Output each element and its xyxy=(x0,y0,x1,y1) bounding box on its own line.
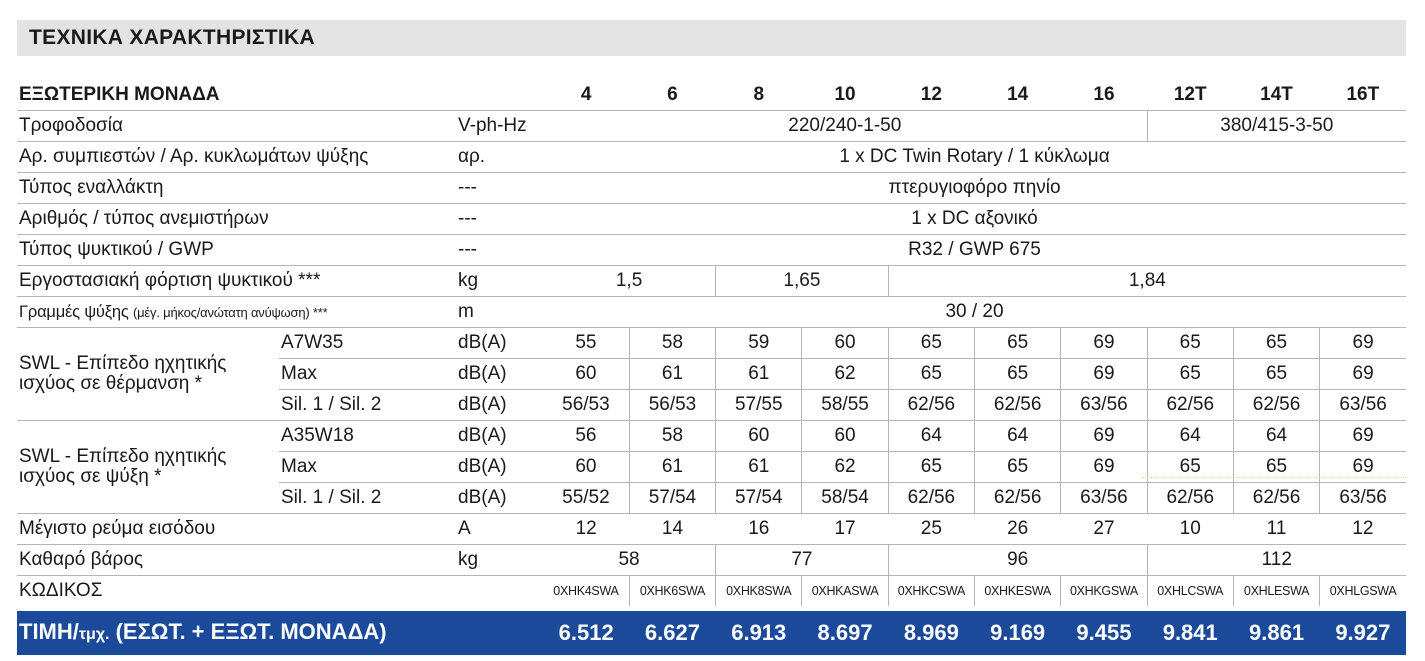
price-label xyxy=(17,609,543,656)
model-header: 12 xyxy=(888,80,974,111)
swl-value: 65 xyxy=(975,452,1061,483)
swl-value: 69 xyxy=(1061,452,1147,483)
row-refrigerant xyxy=(17,235,1406,266)
product-code: 0XHKESWA xyxy=(975,576,1061,609)
swl-value: 58/55 xyxy=(802,390,888,421)
row-value: 1 x DC αξονικό xyxy=(543,204,1406,235)
lines-label-detail: (μέγ. μήκος/ανώτατη ανύψωση) *** xyxy=(133,304,328,320)
product-code: 0XHKCSWA xyxy=(888,576,974,609)
model-header: 6 xyxy=(629,80,715,111)
row-value: R32 / GWP 675 xyxy=(543,235,1406,266)
swl-value: 62/56 xyxy=(1147,483,1233,514)
weight-value: 112 xyxy=(1147,545,1406,576)
swl-value: 62/56 xyxy=(975,483,1061,514)
swl-value: 62/56 xyxy=(888,390,974,421)
swl-value: 65 xyxy=(1233,328,1319,359)
swl-value: 65 xyxy=(888,452,974,483)
price-value: 6.512 xyxy=(543,609,629,656)
swl-value: 64 xyxy=(1147,421,1233,452)
swl-value: 55/52 xyxy=(543,483,629,514)
product-code: 0XHLGSWA xyxy=(1320,576,1406,609)
swl-value: 63/56 xyxy=(1320,483,1406,514)
price-value: 8.969 xyxy=(888,609,974,656)
charge-value: 1,65 xyxy=(716,266,889,297)
row-label: Αριθμός / τύπος ανεμιστήρων xyxy=(17,204,457,235)
swl-value: 57/54 xyxy=(629,483,715,514)
weight-value: 96 xyxy=(888,545,1147,576)
row-unit: dB(A) xyxy=(457,359,543,390)
model-header: 4 xyxy=(543,80,629,111)
swl-value: 60 xyxy=(543,359,629,390)
row-power-supply xyxy=(17,111,1406,142)
swl-value: 63/56 xyxy=(1061,483,1147,514)
section-title-bar xyxy=(17,20,1406,56)
row-unit: αρ. xyxy=(457,142,543,173)
swl-value: 65 xyxy=(975,328,1061,359)
current-value: 27 xyxy=(1061,514,1147,545)
swl-value: 65 xyxy=(1147,359,1233,390)
price-label-unit: τμχ. xyxy=(78,625,110,643)
price-value: 8.697 xyxy=(802,609,888,656)
weight-value: 58 xyxy=(543,545,716,576)
row-label xyxy=(17,297,457,328)
swl-value: 56/53 xyxy=(543,390,629,421)
swl-value: 61 xyxy=(716,452,802,483)
swl-value: 65 xyxy=(975,359,1061,390)
row-compressors xyxy=(17,142,1406,173)
current-value: 17 xyxy=(802,514,888,545)
swl-heating-label: SWL - Επίπεδο ηχητικής ισχύος σε θέρμανση * xyxy=(17,328,279,421)
price-value: 9.455 xyxy=(1061,609,1147,656)
row-unit: dB(A) xyxy=(457,390,543,421)
swl-value: 65 xyxy=(888,359,974,390)
row-unit: dB(A) xyxy=(457,421,543,452)
section-label: ΕΞΩΤΕΡΙΚΗ ΜΟΝΑΔΑ xyxy=(17,80,457,111)
row-refrigerant-charge xyxy=(17,266,1406,297)
swl-value: 64 xyxy=(1233,421,1319,452)
model-header: 12T xyxy=(1147,80,1233,111)
swl-value: 69 xyxy=(1061,359,1147,390)
swl-value: 61 xyxy=(629,359,715,390)
swl-value: 63/56 xyxy=(1320,390,1406,421)
price-value: 6.627 xyxy=(629,609,715,656)
swl-value: 55 xyxy=(543,328,629,359)
swl-value: 58/54 xyxy=(802,483,888,514)
spec-table xyxy=(17,80,1406,655)
row-label: Εργοστασιακή φόρτιση ψυκτικού *** xyxy=(17,266,457,297)
swl-value: 57/55 xyxy=(716,390,802,421)
current-value: 26 xyxy=(975,514,1061,545)
swl-value: 59 xyxy=(716,328,802,359)
model-header: 16 xyxy=(1061,80,1147,111)
row-unit: kg xyxy=(457,266,543,297)
product-code: 0XHLCSWA xyxy=(1147,576,1233,609)
product-code: 0XHKASWA xyxy=(802,576,888,609)
row-unit: m xyxy=(457,297,543,328)
lines-label-main: Γραμμές ψύξης xyxy=(19,302,129,321)
swl-value: 69 xyxy=(1320,452,1406,483)
swl-cooling-sub-label: Sil. 1 / Sil. 2 xyxy=(279,483,457,514)
price-value: 9.861 xyxy=(1233,609,1319,656)
swl-value: 61 xyxy=(716,359,802,390)
swl-value: 65 xyxy=(1233,359,1319,390)
swl-value: 58 xyxy=(629,421,715,452)
row-value: 30 / 20 xyxy=(543,297,1406,328)
swl-value: 61 xyxy=(629,452,715,483)
dotted-divider xyxy=(1142,477,1406,478)
swl-value: 69 xyxy=(1320,328,1406,359)
row-unit: dB(A) xyxy=(457,452,543,483)
swl-value: 63/56 xyxy=(1061,390,1147,421)
value-three-phase: 380/415-3-50 xyxy=(1147,111,1406,142)
row-unit: V-ph-Hz xyxy=(457,111,543,142)
unit-header xyxy=(457,80,543,111)
swl-value: 62/56 xyxy=(1147,390,1233,421)
swl-value: 62/56 xyxy=(888,483,974,514)
swl-value: 62/56 xyxy=(1233,390,1319,421)
row-label: Τροφοδοσία xyxy=(17,111,457,142)
swl-cooling-sub-label: A35W18 xyxy=(279,421,457,452)
swl-heating-sub-label: A7W35 xyxy=(279,328,457,359)
swl-value: 69 xyxy=(1061,421,1147,452)
model-header: 14T xyxy=(1233,80,1319,111)
swl-value: 62/56 xyxy=(1233,483,1319,514)
price-value: 6.913 xyxy=(716,609,802,656)
row-unit: --- xyxy=(457,204,543,235)
swl-value: 62/56 xyxy=(975,390,1061,421)
swl-heating-row xyxy=(17,328,1406,359)
price-value: 9.169 xyxy=(975,609,1061,656)
row-refrigerant-lines xyxy=(17,297,1406,328)
charge-value: 1,84 xyxy=(888,266,1406,297)
row-value: 1 x DC Twin Rotary / 1 κύκλωμα xyxy=(543,142,1406,173)
swl-heating-sub-label: Sil. 1 / Sil. 2 xyxy=(279,390,457,421)
current-value: 12 xyxy=(1320,514,1406,545)
row-max-current xyxy=(17,514,1406,545)
product-code: 0XHLESWA xyxy=(1233,576,1319,609)
row-label: Μέγιστο ρεύμα εισόδου xyxy=(17,514,457,545)
value-single-phase: 220/240-1-50 xyxy=(543,111,1147,142)
swl-heating-sub-label: Max xyxy=(279,359,457,390)
table-header-row xyxy=(17,80,1406,111)
row-label: Τύπος εναλλάκτη xyxy=(17,173,457,204)
swl-value: 60 xyxy=(802,328,888,359)
row-value: πτερυγιοφόρο πηνίο xyxy=(543,173,1406,204)
row-unit: A xyxy=(457,514,543,545)
row-label: Καθαρό βάρος xyxy=(17,545,457,576)
weight-value: 77 xyxy=(716,545,889,576)
swl-cooling-label: SWL - Επίπεδο ηχητικής ισχύος σε ψύξη * xyxy=(17,421,279,514)
row-unit: kg xyxy=(457,545,543,576)
product-code: 0XHK6SWA xyxy=(629,576,715,609)
price-value: 9.841 xyxy=(1147,609,1233,656)
price-label-rest: (ΕΣΩΤ. + ΕΞΩΤ. ΜΟΝΑΔΑ) xyxy=(109,618,387,644)
swl-value: 62 xyxy=(802,359,888,390)
product-code: 0XHK4SWA xyxy=(543,576,629,609)
current-value: 25 xyxy=(888,514,974,545)
swl-value: 60 xyxy=(802,421,888,452)
current-value: 11 xyxy=(1233,514,1319,545)
row-label: ΚΩΔΙΚΟΣ xyxy=(17,576,543,609)
swl-value: 64 xyxy=(888,421,974,452)
product-code: 0XHKGSWA xyxy=(1061,576,1147,609)
model-header: 8 xyxy=(716,80,802,111)
swl-value: 65 xyxy=(1147,452,1233,483)
price-value: 9.927 xyxy=(1320,609,1406,656)
current-value: 10 xyxy=(1147,514,1233,545)
swl-cooling-row xyxy=(17,421,1406,452)
swl-value: 57/54 xyxy=(716,483,802,514)
page-title: ΤΕΧΝΙΚΑ ΧΑΡΑΚΤΗΡΙΣΤΙΚΑ xyxy=(29,26,315,49)
model-header: 14 xyxy=(975,80,1061,111)
row-net-weight xyxy=(17,545,1406,576)
row-unit: dB(A) xyxy=(457,328,543,359)
current-value: 16 xyxy=(716,514,802,545)
swl-value: 62 xyxy=(802,452,888,483)
charge-value: 1,5 xyxy=(543,266,716,297)
row-unit: --- xyxy=(457,173,543,204)
price-label-main: ΤΙΜΗ/ xyxy=(19,618,79,644)
row-fans xyxy=(17,204,1406,235)
row-exchanger xyxy=(17,173,1406,204)
swl-value: 69 xyxy=(1320,421,1406,452)
swl-value: 58 xyxy=(629,328,715,359)
swl-value: 60 xyxy=(716,421,802,452)
current-value: 14 xyxy=(629,514,715,545)
swl-value: 60 xyxy=(543,452,629,483)
row-unit: --- xyxy=(457,235,543,266)
swl-value: 56/53 xyxy=(629,390,715,421)
swl-value: 65 xyxy=(888,328,974,359)
current-value: 12 xyxy=(543,514,629,545)
swl-value: 65 xyxy=(1233,452,1319,483)
swl-value: 65 xyxy=(1147,328,1233,359)
model-header: 10 xyxy=(802,80,888,111)
product-code: 0XHK8SWA xyxy=(716,576,802,609)
row-price xyxy=(17,609,1406,656)
swl-value: 64 xyxy=(975,421,1061,452)
row-product-codes xyxy=(17,576,1406,609)
swl-value: 56 xyxy=(543,421,629,452)
row-label: Τύπος ψυκτικού / GWP xyxy=(17,235,457,266)
row-label: Αρ. συμπιεστών / Αρ. κυκλωμάτων ψύξης xyxy=(17,142,457,173)
swl-cooling-sub-label: Max xyxy=(279,452,457,483)
model-header: 16T xyxy=(1320,80,1406,111)
row-unit: dB(A) xyxy=(457,483,543,514)
swl-value: 69 xyxy=(1320,359,1406,390)
swl-value: 69 xyxy=(1061,328,1147,359)
